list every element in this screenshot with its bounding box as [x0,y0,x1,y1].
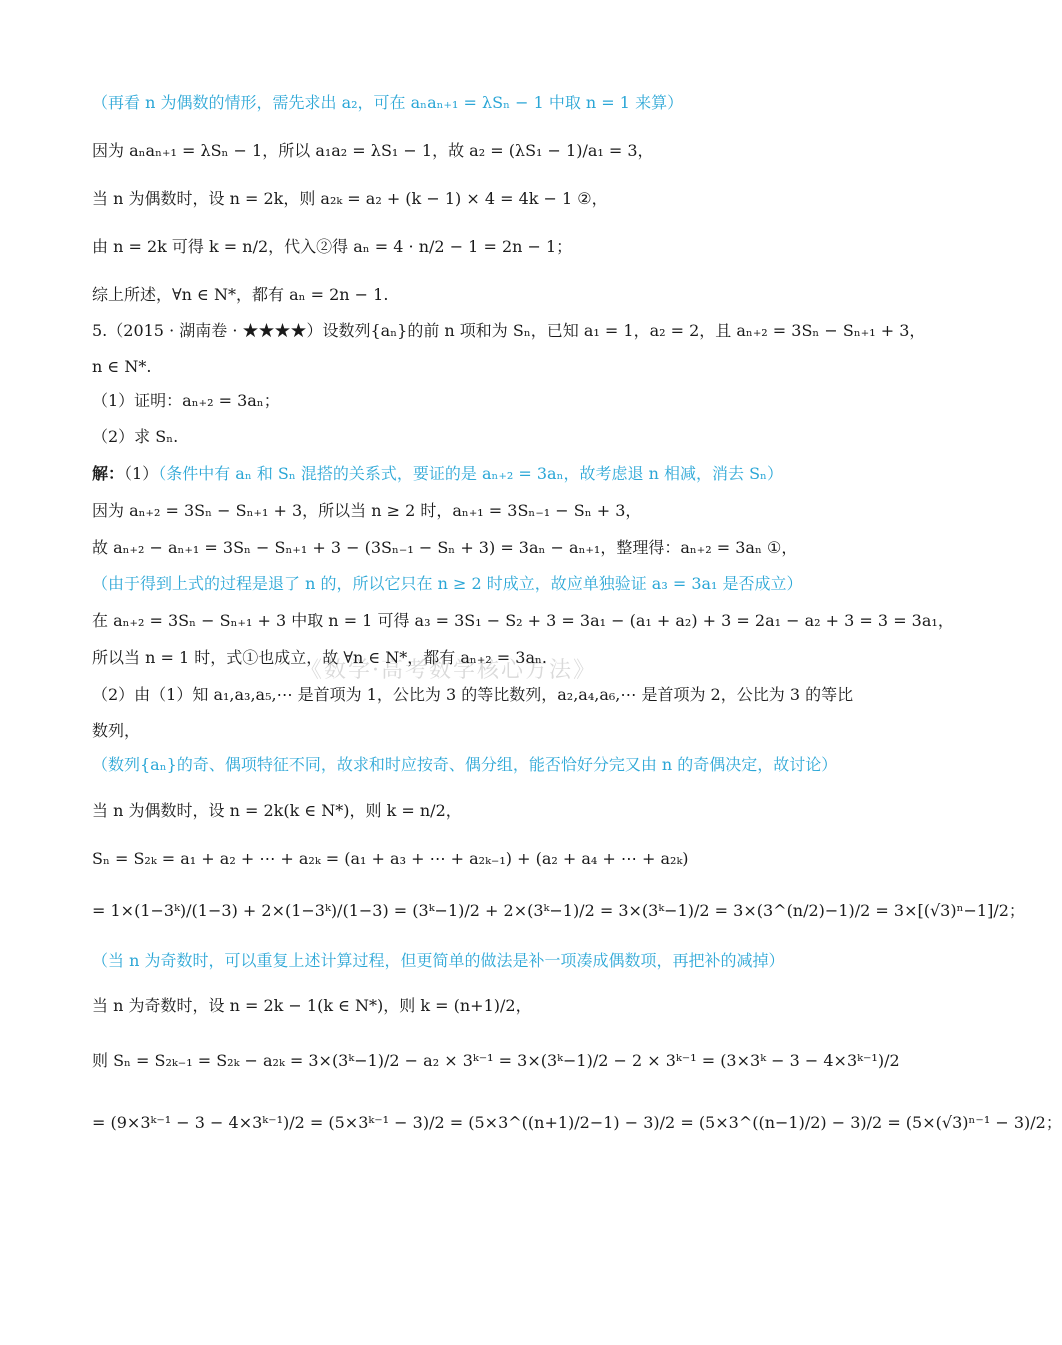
text-line [92,463,783,485]
text-line: （2）由（1）知 a₁,a₃,a₅,⋯ 是首项为 1，公比为 3 的等比数列，a₂,a₄,a₆,⋯ 是首项为 2，公比为 3 的等比 [92,685,854,704]
text-line: 当 n 为奇数时，设 n = 2k − 1(k ∈ N*)，则 k = (n+1)/2， [92,996,532,1015]
text-line: 5.（2015 · 湖南卷 · ★★★★）设数列{aₙ}的前 n 项和为 Sₙ，已知 a₁ = 1，a₂ = 2，且 aₙ₊₂ = 3Sₙ − Sₙ₊₁ + 3， [92,321,926,340]
text-line: = 1×(1−3ᵏ)/(1−3) + 2×(1−3ᵏ)/(1−3) = (3ᵏ−1)/2 + 2×(3ᵏ−1)/2 = 3×(3ᵏ−1)/2 = 3×(3^(n/2)−1)/2 = 3×[(√3)ⁿ−1]/2； [92,901,1025,920]
text-line: n ∈ N*. [92,357,152,376]
text-line: = (9×3ᵏ⁻¹ − 3 − 4×3ᵏ⁻¹)/2 = (5×3ᵏ⁻¹ − 3)/2 = (5×3^((n+1)/2−1) − 3)/2 = (5×3^((n−1)/2) − 3)/2 = (5×(√3)ⁿ⁻¹ − 3)/2； [92,1113,1062,1132]
text-line: 因为 aₙaₙ₊₁ = λSₙ − 1，所以 a₁a₂ = λS₁ − 1，故 a₂ = (λS₁ − 1)/a₁ = 3， [92,141,654,160]
text-line: 所以当 n = 1 时，式①也成立，故 ∀n ∈ N*，都有 aₙ₊₂ = 3aₙ. [92,648,548,667]
part-label: （1） [124,464,159,483]
hint-text: （条件中有 aₙ 和 Sₙ 混搭的关系式，要证的是 aₙ₊₂ = 3aₙ，故考虑退 n 相减，消去 Sₙ） [158,464,783,483]
solution-label: 解： [92,464,125,483]
text-line: 在 aₙ₊₂ = 3Sₙ − Sₙ₊₁ + 3 中取 n = 1 可得 a₃ = 3S₁ − S₂ + 3 = 3a₁ − (a₁ + a₂) + 3 = 2a₁ − a₂ + 3 = 3 = 3a₁， [92,611,954,630]
text-line: （1）证明：aₙ₊₂ = 3aₙ； [92,391,280,410]
text-line: 当 n 为偶数时，设 n = 2k，则 a₂ₖ = a₂ + (k − 1) × 4 = 4k − 1 ②， [92,189,608,208]
text-line: 因为 aₙ₊₂ = 3Sₙ − Sₙ₊₁ + 3，所以当 n ≥ 2 时，aₙ₊₁ = 3Sₙ₋₁ − Sₙ + 3， [92,501,642,520]
text-line: 数列， [92,721,141,740]
text-line: 由 n = 2k 可得 k = n/2，代入②得 aₙ = 4 · n/2 − 1 = 2n − 1； [92,237,573,256]
text-line: Sₙ = S₂ₖ = a₁ + a₂ + ⋯ + a₂ₖ = (a₁ + a₃ + ⋯ + a₂ₖ₋₁) + (a₂ + a₄ + ⋯ + a₂ₖ) [92,849,689,868]
watermark: 《数学·高考数学核心方法》 [300,658,597,683]
text-line: 故 aₙ₊₂ − aₙ₊₁ = 3Sₙ − Sₙ₊₁ + 3 − (3Sₙ₋₁ − Sₙ + 3) = 3aₙ − aₙ₊₁，整理得：aₙ₊₂ = 3aₙ ①， [92,538,798,557]
text-line: 当 n 为偶数时，设 n = 2k(k ∈ N*)，则 k = n/2， [92,801,462,820]
text-line: （数列{aₙ}的奇、偶项特征不同，故求和时应按奇、偶分组，能否恰好分完又由 n 的奇偶决定，故讨论） [92,755,838,774]
text-line: （再看 n 为偶数的情形，需先求出 a₂，可在 aₙaₙ₊₁ = λSₙ − 1 中取 n = 1 来算） [92,93,684,112]
text-line: （2）求 Sₙ. [92,427,179,446]
text-line: 则 Sₙ = S₂ₖ₋₁ = S₂ₖ − a₂ₖ = 3×(3ᵏ−1)/2 − a₂ × 3ᵏ⁻¹ = 3×(3ᵏ−1)/2 − 2 × 3ᵏ⁻¹ = (3×3ᵏ − 3 − 4×3ᵏ⁻¹)/2 [92,1051,900,1070]
text-line: 综上所述，∀n ∈ N*，都有 aₙ = 2n − 1. [92,285,389,304]
text-line: （当 n 为奇数时，可以重复上述计算过程，但更简单的做法是补一项凑成偶数项，再把补的减掉） [92,951,785,970]
text-line: （由于得到上式的过程是退了 n 的，所以它只在 n ≥ 2 时成立，故应单独验证 a₃ = 3a₁ 是否成立） [92,574,803,593]
